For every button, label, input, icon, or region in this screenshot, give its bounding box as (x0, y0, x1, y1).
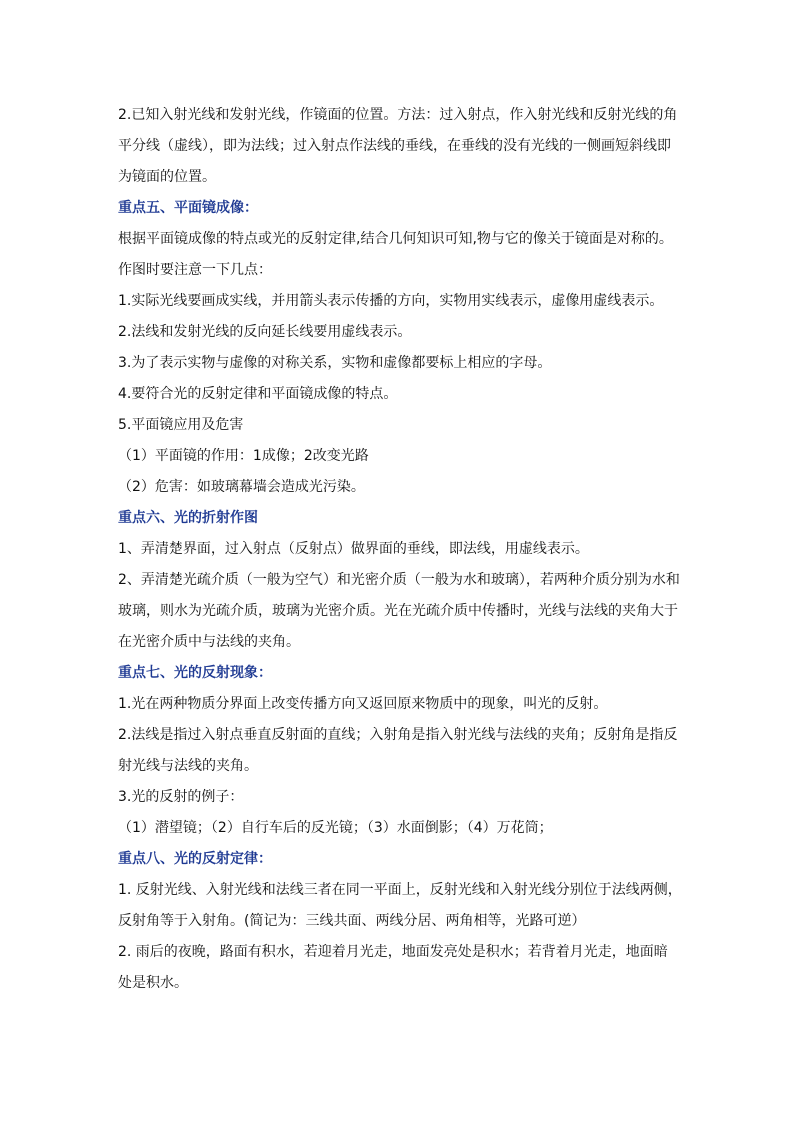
text-line: 在光密介质中与法线的夹角。 (118, 634, 300, 650)
section-heading-7: 重点七、光的反射现象： (118, 665, 272, 681)
text-line: 为镜面的位置。 (118, 169, 216, 185)
sub-list-item: （1）潜望镜；（2）自行车后的反光镜；（3）水面倒影；（4）万花筒； (118, 820, 553, 836)
list-item: 3.光的反射的例子： (118, 789, 244, 805)
list-item: 1. 反射光线、入射光线和法线三者在同一平面上，反射光线和入射光线分别位于法线两侧， (118, 882, 682, 898)
section-heading-6: 重点六、光的折射作图 (118, 510, 258, 526)
list-item: 3.为了表示实物与虚像的对称关系，实物和虚像都要标上相应的字母。 (118, 355, 552, 371)
text-line: 处是积水。 (118, 975, 188, 991)
list-item: 1.实际光线要画成实线，并用箭头表示传播的方向，实物用实线表示，虚像用虚线表示。 (118, 293, 664, 309)
list-item: 1.光在两种物质分界面上改变传播方向又返回原来物质中的现象，叫光的反射。 (118, 696, 608, 712)
text-line: 反射角等于入射角。(简记为：三线共面、两线分居、两角相等，光路可逆） (118, 913, 586, 929)
text-line: 作图时要注意一下几点： (118, 262, 272, 278)
sub-list-item: （1）平面镜的作用：1成像；2改变光路 (118, 448, 369, 464)
text-line: 根据平面镜成像的特点或光的反射定律,结合几何知识可知,物与它的像关于镜面是对称的。 (118, 231, 673, 247)
list-item: 5.平面镜应用及危害 (118, 417, 244, 433)
list-item: 2、弄清楚光疏介质（一般为空气）和光密介质（一般为水和玻璃），若两种介质分别为水和 (118, 572, 680, 588)
text-line: 射光线与法线的夹角。 (118, 758, 258, 774)
section-heading-5: 重点五、平面镜成像： (118, 200, 258, 216)
document-page (118, 100, 683, 999)
sub-list-item: （2）危害：如玻璃幕墙会造成光污染。 (118, 479, 365, 495)
list-item: 2. 雨后的夜晚，路面有积水，若迎着月光走，地面发亮处是积水；若背着月光走，地面暗 (118, 944, 668, 960)
list-item: 2.法线和发射光线的反向延长线要用虚线表示。 (118, 324, 412, 340)
list-item: 4.要符合光的反射定律和平面镜成像的特点。 (118, 386, 398, 402)
list-item: 2.法线是指过入射点垂直反射面的直线；入射角是指入射光线与法线的夹角；反射角是指反 (118, 727, 678, 743)
list-item: 1、弄清楚界面，过入射点（反射点）做界面的垂线，即法线，用虚线表示。 (118, 541, 589, 557)
text-line: 平分线（虚线），即为法线；过入射点作法线的垂线，在垂线的没有光线的一侧画短斜线即 (118, 138, 671, 154)
text-line: 玻璃，则水为光疏介质，玻璃为光密介质。光在光疏介质中传播时，光线与法线的夹角大于 (118, 603, 678, 619)
text-line: 2.已知入射光线和发射光线，作镜面的位置。方法：过入射点，作入射光线和反射光线的角 (118, 107, 678, 123)
section-heading-8: 重点八、光的反射定律： (118, 851, 272, 867)
